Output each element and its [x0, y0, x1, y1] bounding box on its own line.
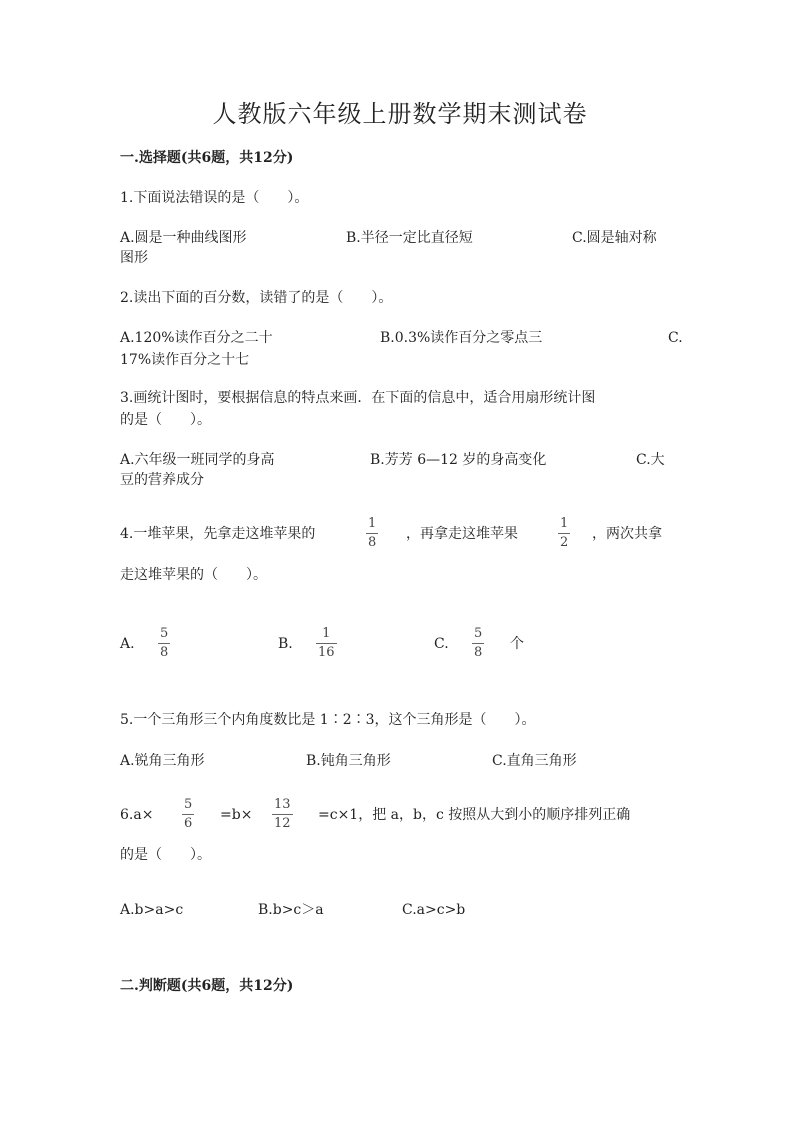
fraction-denominator: 12	[274, 816, 291, 831]
question-2-option-c-continued: 17%读作百分之十七	[120, 352, 250, 368]
question-2-option-a: A.120%读作百分之二十	[120, 330, 273, 346]
fraction-numerator: 5	[474, 626, 483, 641]
question-6-option-a: A.b>a>c	[120, 902, 184, 918]
question-3-option-a: A.六年级一班同学的身高	[120, 452, 275, 468]
question-5-option-c: C.直角三角形	[492, 753, 577, 769]
fraction-denominator: 8	[160, 645, 169, 660]
question-3-option-b: B.芳芳 6—12 岁的身高变化	[370, 452, 547, 468]
question-2-option-b: B.0.3%读作百分之零点三	[380, 330, 543, 346]
fraction-numerator: 1	[368, 516, 377, 531]
section-heading-judgment: 二.判断题(共6题，共12分)	[120, 978, 294, 994]
question-6-option-c: C.a>c>b	[402, 902, 466, 918]
question-6-fraction-2	[272, 797, 293, 832]
question-4-stem-part3: ，两次共拿	[592, 526, 662, 542]
fraction-bar	[158, 643, 170, 644]
fraction-bar	[366, 533, 378, 534]
question-3-stem-line2: 的是（ ）。	[120, 412, 211, 428]
fraction-bar	[182, 814, 194, 815]
question-6-stem-part2: =b×	[220, 807, 253, 823]
question-6-stem-part3: =c×1，把 a，b，c 按照从大到小的顺序排列正确	[318, 807, 631, 823]
question-4-option-b: B.	[278, 636, 293, 652]
question-6-option-b: B.b>c＞a	[258, 902, 324, 918]
fraction-denominator: 16	[318, 645, 335, 660]
question-1-option-a: A.圆是一种曲线图形	[120, 230, 247, 246]
fraction-numerator: 1	[560, 516, 569, 531]
question-4-option-c: C.	[434, 636, 449, 652]
question-6-stem-line2: 的是（ ）。	[120, 847, 211, 863]
question-2-option-c: C.	[668, 330, 683, 346]
question-6-fraction-1	[182, 797, 194, 832]
question-4-option-b-fraction	[316, 626, 337, 661]
question-5-option-b: B.钝角三角形	[306, 753, 391, 769]
fraction-numerator: 5	[160, 626, 169, 641]
question-3-option-c-continued: 豆的营养成分	[120, 472, 204, 488]
fraction-bar	[558, 533, 570, 534]
section-heading-choice: 一.选择题(共6题，共12分)	[120, 150, 294, 166]
fraction-bar	[472, 643, 484, 644]
question-3-stem-line1: 3.画统计图时，要根据信息的特点来画．在下面的信息中，适合用扇形统计图	[120, 390, 596, 406]
fraction-denominator: 2	[560, 535, 569, 550]
fraction-numerator: 13	[274, 797, 291, 812]
question-4-stem-part1: 4.一堆苹果，先拿走这堆苹果的	[120, 526, 316, 542]
question-4-stem-part2: ，再拿走这堆苹果	[406, 526, 518, 542]
question-4-option-a: A.	[120, 636, 135, 652]
question-1-option-c: C.圆是轴对称	[572, 230, 657, 246]
question-1-option-b: B.半径一定比直径短	[346, 230, 473, 246]
question-4-fraction-1	[366, 516, 378, 551]
fraction-bar	[272, 814, 293, 815]
fraction-numerator: 5	[184, 797, 193, 812]
question-3-option-c: C.大	[636, 452, 665, 468]
question-4-fraction-2	[558, 516, 570, 551]
question-2-stem: 2.读出下面的百分数，读错了的是（ ）。	[120, 290, 393, 306]
fraction-denominator: 8	[474, 645, 483, 660]
question-6-stem-part1: 6.a×	[120, 807, 154, 823]
page-title: 人教版六年级上册数学期末测试卷	[212, 100, 588, 128]
question-5-option-a: A.锐角三角形	[120, 753, 205, 769]
fraction-bar	[316, 643, 337, 644]
question-4-stem-line2: 走这堆苹果的（ ）。	[120, 567, 267, 583]
fraction-denominator: 8	[368, 535, 377, 550]
question-1-stem: 1.下面说法错误的是（ ）。	[120, 190, 309, 206]
fraction-numerator: 1	[322, 626, 331, 641]
fraction-denominator: 6	[184, 816, 193, 831]
question-4-option-c-fraction	[472, 626, 484, 661]
question-5-stem: 5.一个三角形三个内角度数比是 1∶2∶3，这个三角形是（ ）。	[120, 712, 536, 728]
question-1-option-c-continued: 图形	[120, 250, 148, 266]
question-4-option-c-unit: 个	[510, 636, 524, 652]
question-4-option-a-fraction	[158, 626, 170, 661]
